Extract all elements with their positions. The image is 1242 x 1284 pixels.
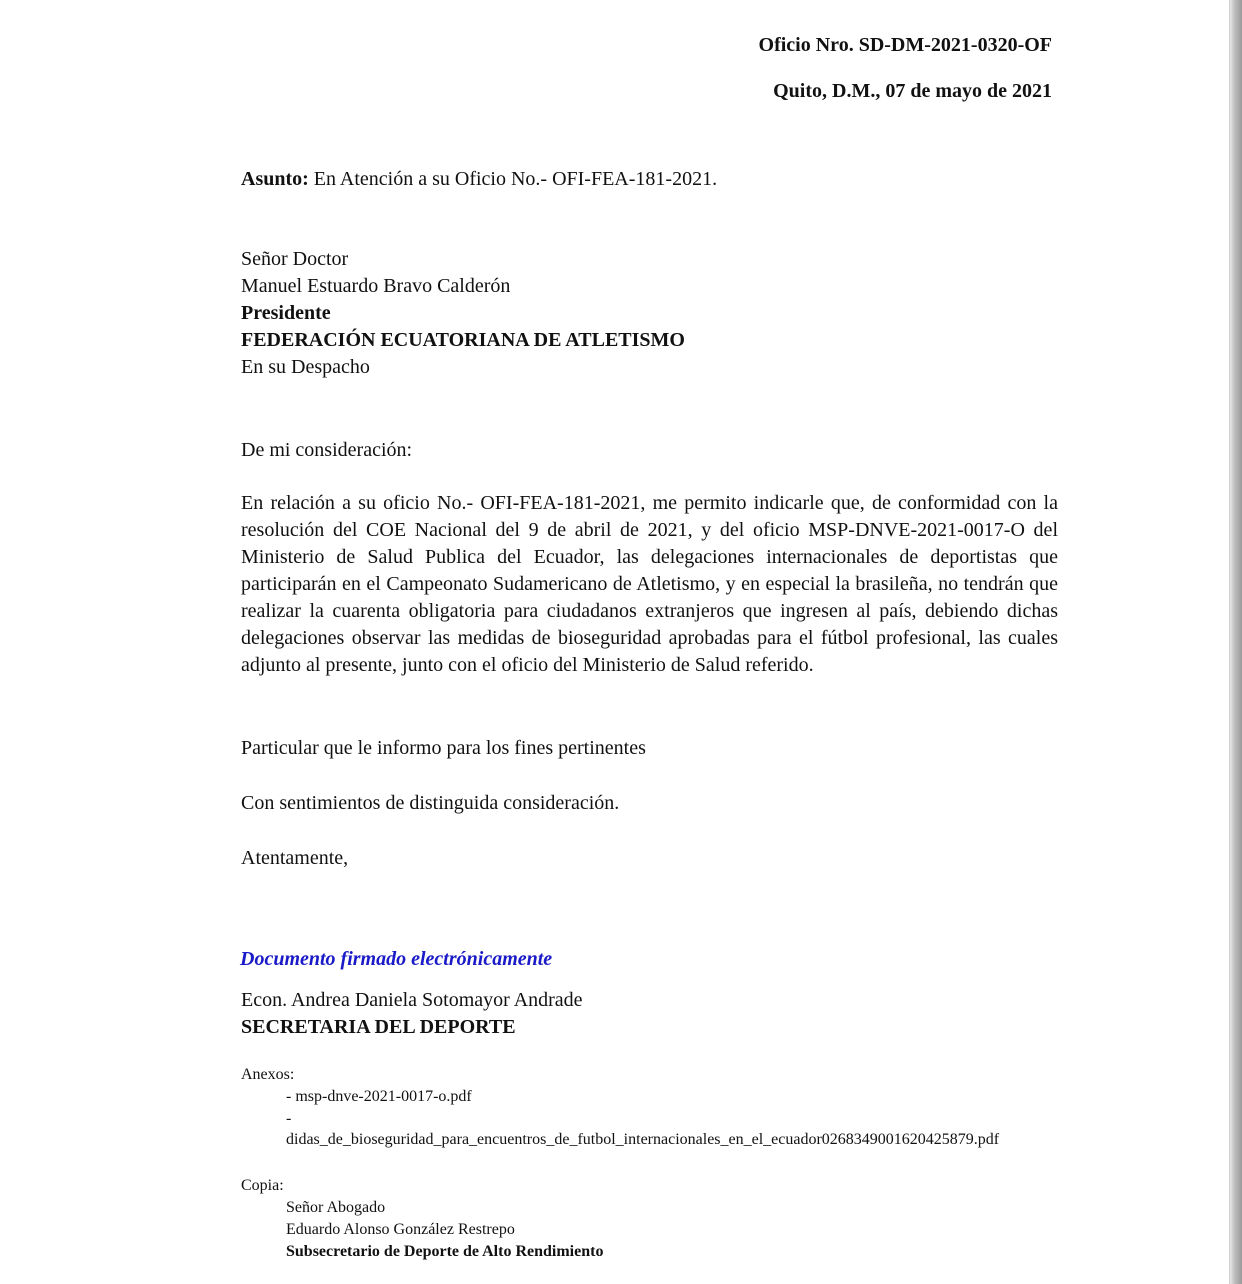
signer-name: Econ. Andrea Daniela Sotomayor Andrade <box>241 989 583 1011</box>
closing-atentamente: Atentamente, <box>241 847 349 869</box>
copia-label: Copia: <box>241 1177 284 1194</box>
recipient-name: Manuel Estuardo Bravo Calderón <box>241 275 511 297</box>
subject-label: Asunto: <box>241 168 309 190</box>
anexo-item: - msp-dnve-2021-0017-o.pdf <box>286 1088 472 1105</box>
copia-title: Subsecretario de Deporte de Alto Rendimiento <box>286 1243 604 1260</box>
anexos-label: Anexos: <box>241 1066 295 1083</box>
closing-sentimientos: Con sentimientos de distinguida consideración. <box>241 792 620 814</box>
oficio-number: Oficio Nro. SD-DM-2021-0320-OF <box>758 34 1052 56</box>
recipient-salutation: Señor Doctor <box>241 248 349 270</box>
subject-text: En Atención a su Oficio No.- OFI-FEA-181-2021. <box>308 168 718 190</box>
anexo-item: - <box>286 1110 292 1127</box>
page-right-edge <box>1230 0 1242 1284</box>
copia-salutation: Señor Abogado <box>286 1199 386 1216</box>
closing-informo: Particular que le informo para los fines pertinentes <box>241 737 646 759</box>
electronic-signature-note: Documento firmado electrónicamente <box>240 948 553 970</box>
document-date: Quito, D.M., 07 de mayo de 2021 <box>773 80 1052 102</box>
copia-name: Eduardo Alonso González Restrepo <box>286 1221 515 1238</box>
recipient-title: Presidente <box>241 302 331 324</box>
signature-block <box>241 987 583 1041</box>
signer-role: SECRETARIA DEL DEPORTE <box>241 1016 516 1038</box>
anexo-item: didas_de_bioseguridad_para_encuentros_de_futbol_internacionales_en_el_ecuador0268349001620425879.pdf <box>286 1131 1000 1148</box>
subject-line <box>241 166 717 193</box>
body-paragraph: En relación a su oficio No.- OFI-FEA-181-2021, me permito indicarle que, de conformidad con la resolución del COE Nacional del 9 de abril de 2021, y del oficio MSP-DNVE-2021-0017-O del Ministerio de Salud Publica del Ecuador, las delegaciones internacionales de deportistas que participarán en el Campeonato Sudamericano de Atletismo, y en especial la brasileña, no tendrán que realizar la cuarenta obligatoria para ciudadanos extranjeros que ingresen al país, debiendo dichas delegaciones observar las medidas de bioseguridad aprobadas para el fútbol profesional, las cuales adjunto al presente, junto con el oficio del Ministerio de Salud referido. <box>241 492 1058 676</box>
recipient-block <box>241 246 685 381</box>
greeting: De mi consideración: <box>241 439 413 461</box>
recipient-place: En su Despacho <box>241 356 370 378</box>
recipient-organization: FEDERACIÓN ECUATORIANA DE ATLETISMO <box>241 329 685 351</box>
